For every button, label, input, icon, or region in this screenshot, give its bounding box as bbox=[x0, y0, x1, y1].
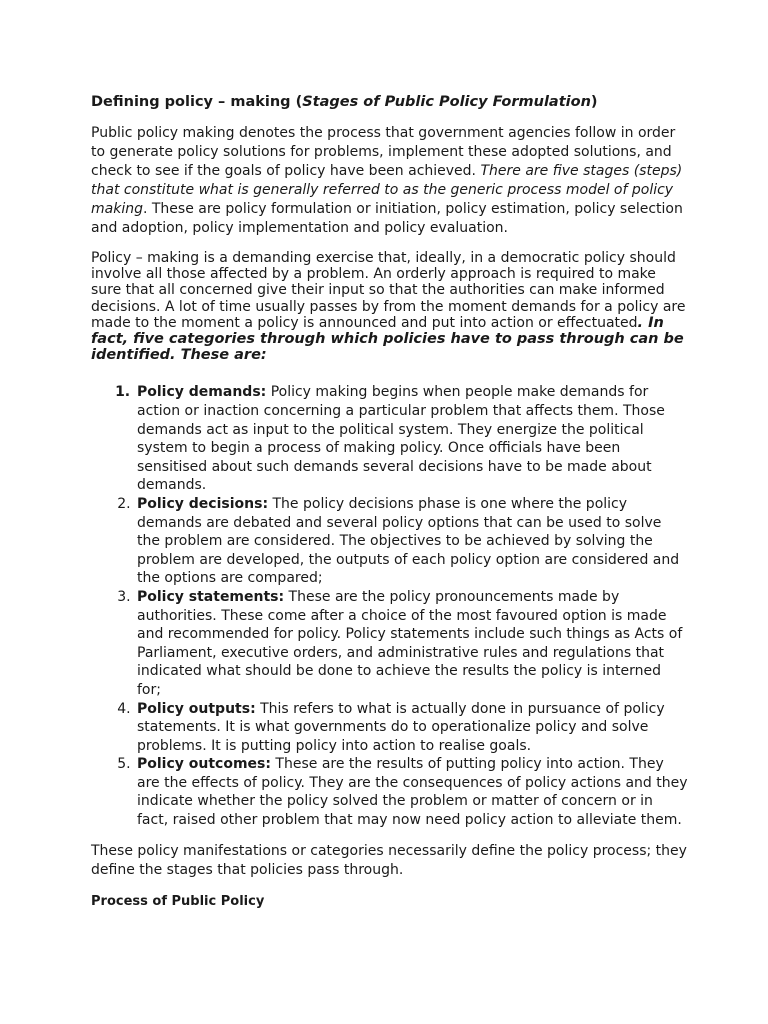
intro-paragraph bbox=[91, 124, 688, 238]
stage-text: These are the policy pronouncements made by authorities. These come after a choice of the most favoured option is made and recommended for policy. Policy statements include such things as Acts of Parliament, executive orders, and administrative rules and regulations that indicated what should be done to achieve the results the policy is interned for; bbox=[137, 588, 683, 698]
intro-text: Public policy making denotes the process that government agencies follow in order to generate policy solutions for problems, implement these adopted solutions, and check to see if the goals of policy have been achieved. bbox=[91, 125, 676, 179]
heading-italic: Stages of Public Policy Formulation bbox=[302, 94, 591, 110]
policy-making-paragraph bbox=[91, 250, 688, 363]
section-subheading: Process of Public Policy bbox=[91, 893, 265, 909]
intro-italic-text: There are five stages (steps) that constitute what is generally referred to as the generic process model of policy making bbox=[91, 163, 683, 217]
policy-making-emphasis: . In fact, five categories through which policies have to pass through can be identified. These are: bbox=[91, 314, 684, 364]
stage-term: Policy statements: bbox=[137, 588, 285, 605]
stage-text: Policy making begins when people make demands for action or inaction concerning a particular problem that affects them. Those demands act as input to the political system. They energize the political system to begin a process of making policy. Once officials have been sensitised about such demands several decisions have to be made about demands. bbox=[137, 384, 665, 494]
list-item-policy-outputs bbox=[135, 700, 688, 756]
heading-close: ) bbox=[590, 94, 598, 110]
stage-text: This refers to what is actually done in pursuance of policy statements. It is what governments do to operationalize policy and solve problems. It is putting policy into action to realise goals. bbox=[137, 700, 665, 754]
stage-text: The policy decisions phase is one where the policy demands are debated and several policy options that can be used to solve the problem are considered. The objectives to be achieved by solving the problem are developed, the outputs of each policy option are considered and the options are compared; bbox=[137, 495, 680, 587]
stages-list bbox=[91, 383, 688, 829]
document-heading bbox=[91, 92, 688, 112]
list-item-policy-demands bbox=[135, 383, 688, 495]
policy-making-text: Policy – making is a demanding exercise that, ideally, in a democratic policy should involve all those affected by a problem. An orderly approach is required to make sure that all concerned give their input so that the authorities can make informed decisions. A lot of time usually passes by from the moment demands for a policy are made to the moment a policy is announced and put into action or effectuated bbox=[91, 250, 686, 331]
list-item-policy-statements bbox=[135, 588, 688, 700]
manifestations-paragraph: These policy manifestations or categories necessarily define the policy process; they define the stages that policies pass through. bbox=[91, 842, 687, 878]
stage-term: Policy outcomes: bbox=[137, 756, 271, 773]
list-item-policy-decisions bbox=[135, 495, 688, 588]
stage-text: These are the results of putting policy into action. They are the effects of policy. They are the consequences of policy actions and they indicate whether the policy solved the problem or matter of concern or in fact, raised other problem that may now need policy action to alleviate them. bbox=[137, 756, 688, 829]
intro-rest-text: . These are policy formulation or initiation, policy estimation, policy selection and adoption, policy implementation and policy evaluation. bbox=[91, 201, 683, 236]
heading-main: Defining policy – making ( bbox=[91, 94, 303, 110]
stage-term: Policy outputs: bbox=[137, 700, 256, 717]
stage-term: Policy demands: bbox=[137, 384, 267, 401]
stage-term: Policy decisions: bbox=[137, 495, 269, 512]
list-item-policy-outcomes bbox=[135, 755, 688, 829]
